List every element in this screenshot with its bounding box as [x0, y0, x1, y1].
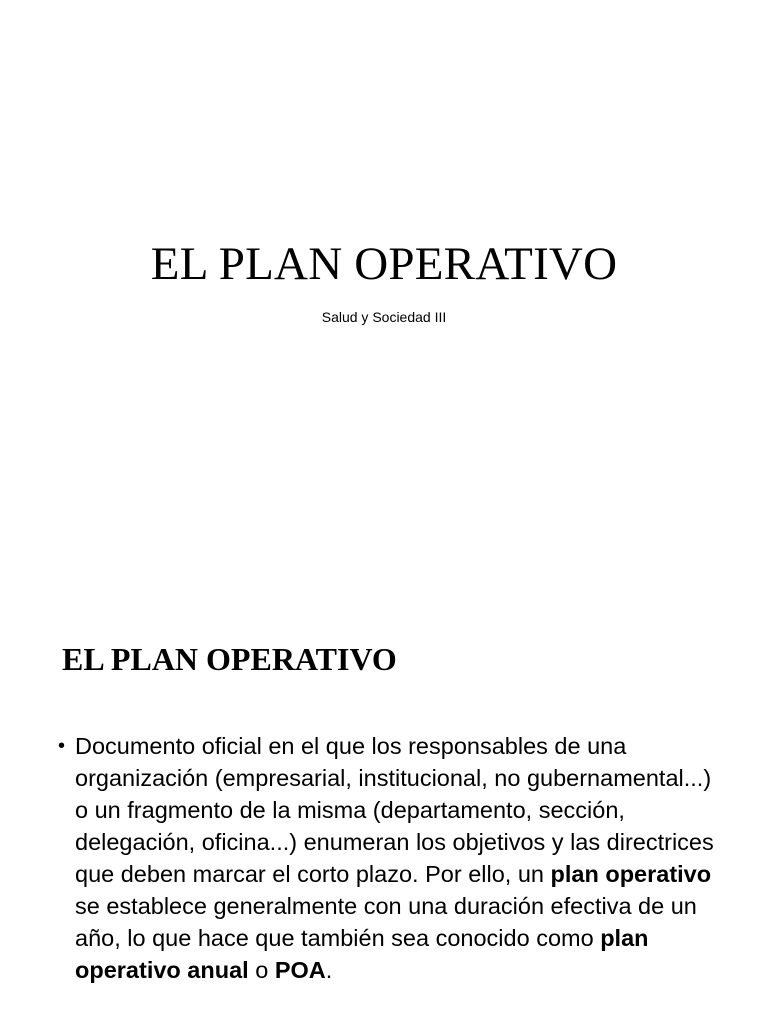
bold-term: plan operativo anual	[75, 925, 649, 983]
slide-title: EL PLAN OPERATIVO	[150, 238, 618, 290]
bullet-text-part: se establece generalmente con una duración efectiva de un año, lo que hace que también sea conocido como	[75, 893, 697, 951]
bold-term: plan operativo	[550, 861, 712, 887]
slide-subtitle: Salud y Sociedad III	[321, 309, 447, 325]
bullet-marker: •	[58, 735, 66, 757]
bold-term: POA	[274, 957, 326, 983]
bullet-text-part: o	[248, 957, 275, 983]
bullet-text-part: .	[325, 957, 333, 983]
bullet-item	[58, 730, 718, 986]
content-slide	[0, 576, 768, 1024]
content-slide-title: EL PLAN OPERATIVO	[62, 641, 397, 677]
bullet-text-part: Documento oficial en el que los responsables de una organización (empresarial, institucional, no gubernamental...) o un fragmento de la misma (departamento, sección, delegación, oficina...) enumeran los objetivos y las directrices que deben marcar el corto plazo. Por ello, un	[75, 733, 714, 887]
bullet-list	[58, 730, 718, 986]
